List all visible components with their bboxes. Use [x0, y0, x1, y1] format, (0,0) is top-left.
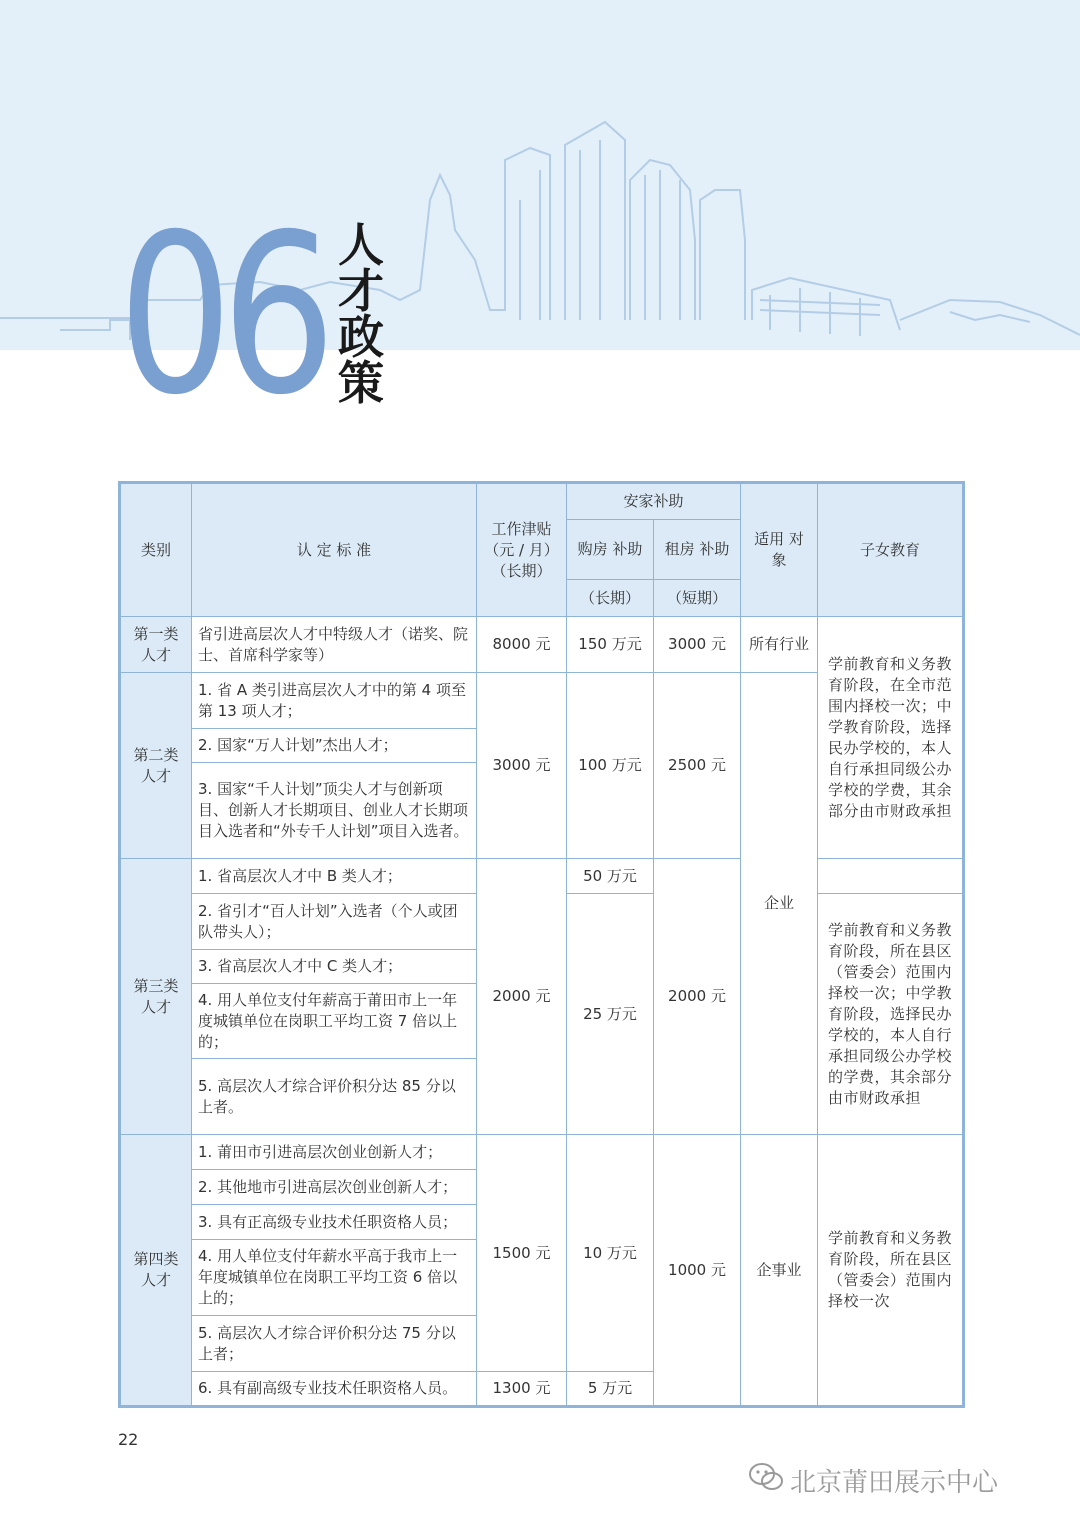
header-rent-term: （短期） — [654, 580, 741, 617]
rent-cell: 2000 元 — [654, 859, 741, 1135]
applicable-cell: 企业 — [741, 673, 818, 1135]
category-cell: 第三类 人才 — [120, 859, 192, 1135]
category-cell: 第一类 人才 — [120, 617, 192, 673]
category-cell: 第四类 人才 — [120, 1135, 192, 1407]
header-purchase: 购房 补助 — [567, 520, 654, 580]
allowance-cell: 2000 元 — [477, 859, 567, 1135]
wechat-icon — [748, 1462, 784, 1492]
criteria-cell: 2. 省引才“百人计划”入选者（个人或团队带头人）； — [192, 894, 477, 950]
applicable-cell: 企事业 — [741, 1135, 818, 1407]
criteria-cell: 1. 省高层次人才中 B 类人才； — [192, 859, 477, 894]
education-cell: 学前教育和义务教育阶段，在全市范围内择校一次；中学教育阶段，选择民办学校的，本人自行承担同级公办学校的学费，其余部分由市财政承担 — [818, 617, 964, 859]
criteria-cell: 4. 用人单位支付年薪高于莆田市上一年度城镇单位在岗职工平均工资 7 倍以上的； — [192, 984, 477, 1059]
title-char: 人 — [338, 218, 384, 272]
criteria-cell: 3. 省高层次人才中 C 类人才； — [192, 950, 477, 984]
header-criteria: 认 定 标 准 — [192, 483, 477, 617]
header-purchase-term: （长期） — [567, 580, 654, 617]
header-allowance: 工作津贴 （元 / 月） （长期） — [477, 483, 567, 617]
title-char: 政 — [338, 310, 384, 364]
criteria-cell: 1. 省 A 类引进高层次人才中的第 4 项至第 13 项人才； — [192, 673, 477, 729]
title-char: 策 — [338, 356, 384, 410]
section-number: 06 — [118, 187, 325, 443]
purchase-cell: 150 万元 — [567, 617, 654, 673]
purchase-cell: 50 万元 — [567, 859, 654, 894]
purchase-cell: 10 万元 — [567, 1135, 654, 1372]
criteria-cell: 省引进高层次人才中特级人才（诺奖、院士、首席科学家等） — [192, 617, 477, 673]
criteria-cell: 5. 高层次人才综合评价积分达 75 分以上者； — [192, 1316, 477, 1372]
criteria-cell: 2. 其他地市引进高层次创业创新人才； — [192, 1170, 477, 1205]
title-char: 才 — [338, 264, 384, 318]
criteria-cell: 1. 莆田市引进高层次创业创新人才； — [192, 1135, 477, 1170]
rent-cell: 2500 元 — [654, 673, 741, 859]
allowance-cell: 1300 元 — [477, 1372, 567, 1407]
criteria-cell: 2. 国家“万人计划”杰出人才； — [192, 729, 477, 763]
criteria-cell: 6. 具有副高级专业技术任职资格人员。 — [192, 1372, 477, 1407]
talent-policy-table — [118, 481, 965, 1408]
section-title — [336, 218, 386, 410]
allowance-cell: 8000 元 — [477, 617, 567, 673]
rent-cell: 3000 元 — [654, 617, 741, 673]
allowance-cell: 3000 元 — [477, 673, 567, 859]
header-category: 类别 — [120, 483, 192, 617]
purchase-cell: 25 万元 — [567, 894, 654, 1135]
applicable-cell: 所有行业 — [741, 617, 818, 673]
header-rent: 租房 补助 — [654, 520, 741, 580]
criteria-cell: 5. 高层次人才综合评价积分达 85 分以上者。 — [192, 1059, 477, 1135]
header-education: 子女教育 — [818, 483, 964, 617]
education-cell: 学前教育和义务教育阶段，所在县区（管委会）范围内择校一次 — [818, 1135, 964, 1407]
criteria-cell: 3. 国家“千人计划”顶尖人才与创新项目、创新人才长期项目、创业人才长期项目入选者和“外专千人计划”项目入选者。 — [192, 763, 477, 859]
purchase-cell: 100 万元 — [567, 673, 654, 859]
watermark: 北京莆田展示中心 — [790, 1468, 999, 1498]
education-cell: 学前教育和义务教育阶段，所在县区（管委会）范围内择校一次；中学教育阶段，选择民办学校的，本人自行承担同级公办学校的学费，其余部分由市财政承担 — [818, 894, 964, 1135]
header-applicable: 适用 对象 — [741, 483, 818, 617]
criteria-cell: 3. 具有正高级专业技术任职资格人员； — [192, 1205, 477, 1240]
purchase-cell: 5 万元 — [567, 1372, 654, 1407]
criteria-cell: 4. 用人单位支付年薪水平高于我市上一年度城镇单位在岗职工平均工资 6 倍以上的； — [192, 1240, 477, 1316]
page-number: 22 — [118, 1430, 139, 1449]
allowance-cell: 1500 元 — [477, 1135, 567, 1372]
header-settle: 安家补助 — [567, 483, 741, 520]
category-cell: 第二类 人才 — [120, 673, 192, 859]
rent-cell: 1000 元 — [654, 1135, 741, 1407]
